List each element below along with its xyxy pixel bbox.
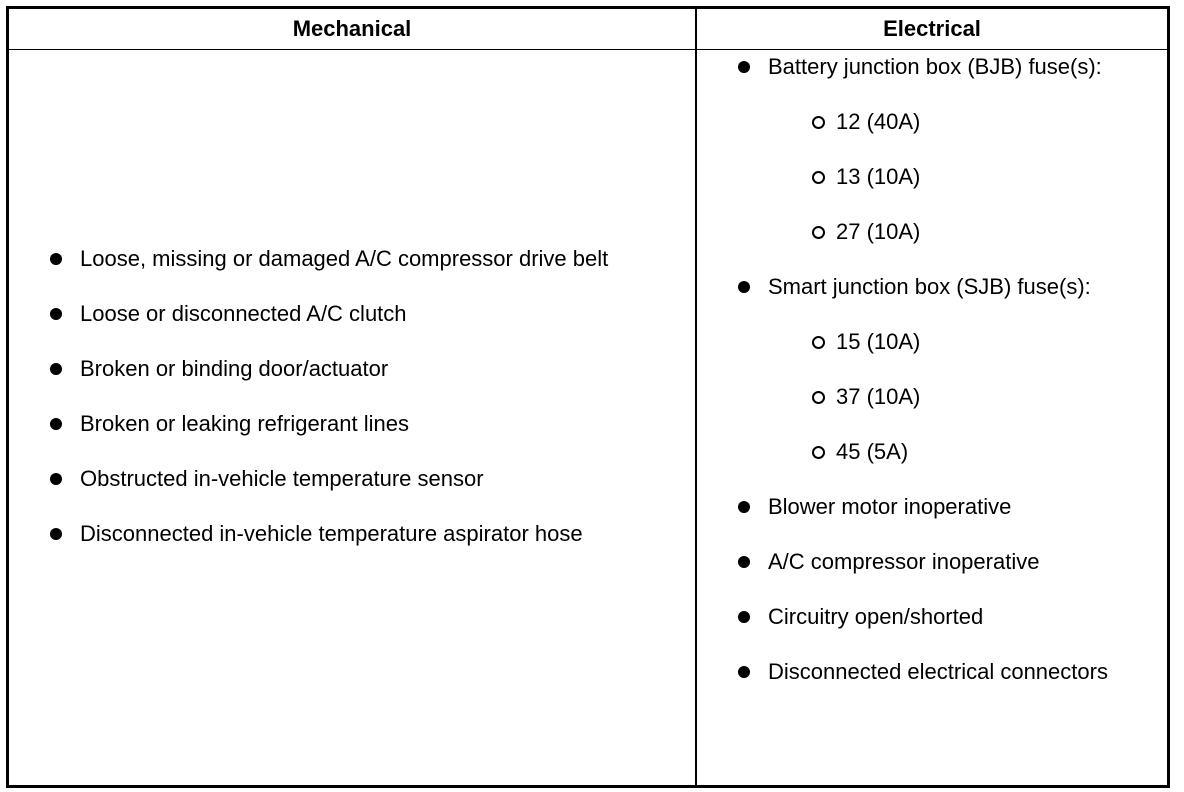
item-label: Broken or binding door/actuator bbox=[80, 356, 389, 381]
item-label: Broken or leaking refrigerant lines bbox=[80, 411, 409, 436]
bullet-icon bbox=[738, 556, 750, 568]
circle-bullet-icon bbox=[812, 226, 825, 239]
item-label: Battery junction box (BJB) fuse(s): bbox=[768, 54, 1102, 79]
sub-list-item bbox=[728, 327, 1148, 356]
bullet-icon bbox=[738, 501, 750, 513]
list-item bbox=[40, 354, 660, 383]
list-item bbox=[40, 244, 660, 273]
bullet-icon bbox=[50, 308, 62, 320]
sub-item-label: 37 (10A) bbox=[836, 384, 921, 409]
sub-list-item bbox=[728, 162, 1148, 191]
item-label: Smart junction box (SJB) fuse(s): bbox=[768, 274, 1091, 299]
item-label: Loose or disconnected A/C clutch bbox=[80, 301, 407, 326]
item-label: Blower motor inoperative bbox=[768, 494, 1012, 519]
sub-item-label: 12 (40A) bbox=[836, 109, 921, 134]
bullet-icon bbox=[50, 363, 62, 375]
circle-bullet-icon bbox=[812, 446, 825, 459]
list-item bbox=[40, 519, 660, 548]
list-item bbox=[728, 547, 1148, 576]
bullet-icon bbox=[738, 281, 750, 293]
electrical-list bbox=[728, 52, 1148, 712]
bullet-icon bbox=[50, 473, 62, 485]
sub-item-label: 15 (10A) bbox=[836, 329, 921, 354]
item-label: Disconnected electrical connectors bbox=[768, 659, 1108, 684]
circle-bullet-icon bbox=[812, 391, 825, 404]
mechanical-list bbox=[40, 244, 660, 574]
sub-item-label: 27 (10A) bbox=[836, 219, 921, 244]
sub-item-label: 45 (5A) bbox=[836, 439, 909, 464]
sub-item-label: 13 (10A) bbox=[836, 164, 921, 189]
header-electrical: Electrical bbox=[883, 16, 981, 41]
sub-list bbox=[768, 107, 1148, 246]
list-item bbox=[728, 52, 1148, 246]
item-label: Loose, missing or damaged A/C compressor drive belt bbox=[80, 246, 609, 271]
bullet-icon bbox=[50, 418, 62, 430]
sub-list bbox=[768, 327, 1148, 466]
sub-list-item bbox=[728, 107, 1148, 136]
table-header-row bbox=[9, 9, 1167, 50]
circle-bullet-icon bbox=[812, 116, 825, 129]
list-item bbox=[728, 602, 1148, 631]
item-label: Circuitry open/shorted bbox=[768, 604, 984, 629]
sub-list-item bbox=[728, 437, 1148, 466]
circle-bullet-icon bbox=[812, 336, 825, 349]
bullet-icon bbox=[50, 253, 62, 265]
bullet-icon bbox=[738, 611, 750, 623]
list-item bbox=[40, 464, 660, 493]
list-item bbox=[40, 409, 660, 438]
bullet-icon bbox=[738, 666, 750, 678]
item-label: Obstructed in-vehicle temperature sensor bbox=[80, 466, 484, 491]
bullet-icon bbox=[50, 528, 62, 540]
list-item bbox=[728, 492, 1148, 521]
list-item bbox=[728, 272, 1148, 466]
column-divider bbox=[695, 9, 697, 785]
circle-bullet-icon bbox=[812, 171, 825, 184]
bullet-icon bbox=[738, 61, 750, 73]
item-label: Disconnected in-vehicle temperature aspirator hose bbox=[80, 521, 583, 546]
sub-list-item bbox=[728, 382, 1148, 411]
list-item bbox=[728, 657, 1148, 686]
list-item bbox=[40, 299, 660, 328]
item-label: A/C compressor inoperative bbox=[768, 549, 1040, 574]
header-mechanical: Mechanical bbox=[292, 16, 412, 41]
sub-list-item bbox=[728, 217, 1148, 246]
